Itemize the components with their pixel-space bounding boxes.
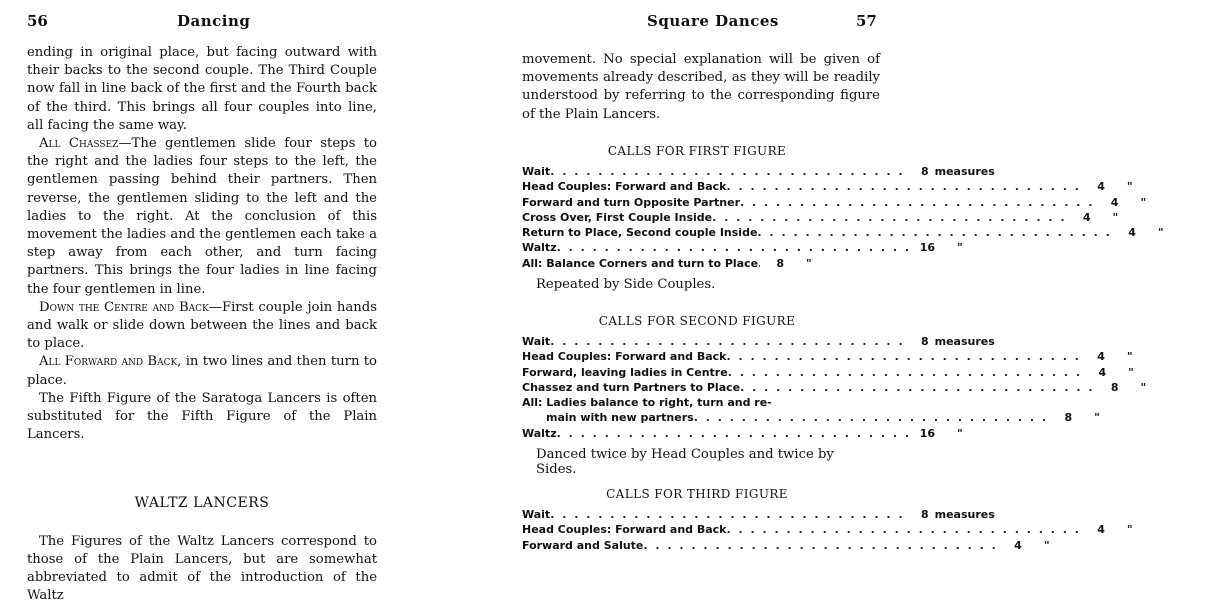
call-label: Return to Place, Second couple Inside — [522, 226, 758, 240]
call-row — [522, 240, 963, 255]
dot-leader: . . . . . . . . . . . . . . . . . . . . . . . . . . . . . . — [693, 411, 1049, 425]
paragraph-text: —The gentlemen slide four steps to the right and the ladies four steps to the left, the gentlemen passing behind their partners. Then reverse, the gentlemen sliding to the left and the ladies to the right. At the conclusion of this movement the ladies and the gentlemen each take a step away from each other, and turn facing partners. This brings the four ladies in line facing the four gentlemen in line. — [27, 136, 377, 297]
dot-leader: . . . . . . . . . . . . . . . . . . . . . . . . . . . . . . — [726, 350, 1081, 364]
call-label: Cross Over, First Couple Inside — [522, 210, 713, 224]
call-count: 4 — [1110, 195, 1119, 209]
dot-leader: . . . . . . . . . . . . . . . . . . . . . . . . . . . . . . — [550, 165, 905, 178]
call-count: 8 — [1110, 380, 1119, 394]
dot-leader: . . . . . . . . . . . . . . . . . . . . . . . . . . . . . . — [726, 523, 1081, 537]
call-unit: measures — [934, 165, 995, 178]
call-count: 8 — [920, 165, 929, 178]
call-row — [522, 195, 1147, 210]
running-head: Dancing — [177, 12, 251, 30]
call-count: 16 — [919, 241, 936, 255]
call-row — [522, 179, 1133, 194]
running-head: Square Dances — [647, 12, 779, 30]
call-label: Chassez and turn Partners to Place — [522, 380, 741, 394]
call-label: Forward and Salute — [522, 538, 644, 552]
call-unit: measures — [934, 508, 995, 521]
call-label: All: Balance Corners and turn to Place — [522, 256, 759, 270]
call-row — [522, 225, 1164, 240]
call-unit: " — [806, 256, 812, 270]
call-label: Head Couples: Forward and Back — [522, 350, 727, 364]
call-count: 4 — [1097, 180, 1105, 194]
call-count: 4 — [1097, 523, 1105, 537]
call-row — [522, 334, 995, 349]
calls-first-figure — [522, 144, 1164, 293]
call-unit: " — [1126, 523, 1133, 537]
call-label: Head Couples: Forward and Back — [522, 523, 727, 537]
call-label: Head Couples: Forward and Back — [522, 180, 727, 194]
page-number: 56 — [27, 12, 48, 30]
call-row — [522, 522, 1133, 537]
call-count: 4 — [1128, 226, 1136, 240]
call-unit: " — [1112, 210, 1119, 224]
call-label: Wait — [522, 165, 551, 178]
calls-list — [522, 164, 1164, 271]
call-unit: " — [1140, 380, 1147, 394]
call-unit: " — [1094, 411, 1100, 425]
dot-leader: . . . . . . . . . . . . . . . . . . . . . . . . . . . . . . — [550, 508, 905, 521]
call-row — [522, 164, 995, 179]
call-unit: " — [1140, 195, 1147, 209]
call-row — [522, 507, 995, 522]
call-row — [522, 365, 1134, 380]
dot-leader: . . . . . . . . . . . . . . . . . . . . . . . . . . . . . . — [726, 180, 1081, 194]
section-heading: WALTZ LANCERS — [134, 495, 270, 512]
call-label: Wait — [522, 335, 551, 348]
call-row — [522, 426, 963, 441]
figure-step-name: All Chassez — [39, 136, 119, 152]
call-count: 4 — [1098, 365, 1107, 379]
call-row — [522, 256, 872, 271]
paragraph-all-forward — [27, 353, 377, 389]
call-count: 4 — [1082, 210, 1091, 224]
call-unit: " — [1157, 226, 1164, 240]
dot-leader: . . . . . . . . . . . . . . . . . . . . . . . . . . . . . . — [757, 226, 1112, 240]
left-body-text — [27, 44, 377, 605]
call-count: 8 — [920, 335, 929, 348]
call-row — [522, 349, 1133, 364]
left-page — [0, 0, 400, 604]
dot-leader: . . . . . . . . . . . . . . . . . . . . . . . . . . . . . . — [727, 365, 1083, 379]
call-unit: " — [957, 426, 963, 440]
figure-step-name: All Forward and Back, — [39, 354, 182, 370]
call-count: 16 — [919, 426, 936, 440]
figure-note: Repeated by Side Couples. — [536, 277, 716, 293]
figure-step-name: Down the Centre and Back — [39, 299, 209, 315]
call-label: All: Ladies balance to right, turn and re- — [522, 396, 772, 410]
dot-leader: . . . . . . . . . . . . . . . . . . . . . . . . . . . . . . — [740, 195, 1095, 209]
call-unit: measures — [934, 335, 995, 348]
call-row — [522, 380, 1147, 395]
call-count: 8 — [776, 256, 784, 270]
call-count: 8 — [1064, 411, 1073, 425]
paragraph-all-chassez — [27, 135, 377, 299]
call-label: Wait — [522, 508, 551, 521]
dot-leader: . . . . . . . . . . . . . . . . . . . . . . . . . . . . . . — [556, 426, 912, 440]
paragraph-down-centre — [27, 299, 377, 354]
call-unit: " — [1128, 365, 1134, 379]
dot-leader: . . . . . . . . . . . . . . . . . . . . . . . . . . . . . . — [556, 241, 912, 255]
call-count: 4 — [1097, 350, 1105, 364]
calls-second-figure — [522, 314, 1147, 478]
call-row — [522, 395, 872, 410]
dot-leader: . . . . . . . . . . . . . . . . . . . . . . . . . . . . . . — [550, 335, 905, 348]
paragraph: ending in original place, but facing outward with their backs to the second couple. The Third Couple now fall in line back of the first and the Fourth back of the third. This brings all four couples into line, all facing the same way. — [27, 45, 377, 133]
call-row — [522, 410, 1100, 425]
page-number: 57 — [856, 12, 877, 30]
calls-list — [522, 507, 1133, 553]
paragraph-text: in two lines and then turn to place. — [27, 354, 377, 388]
call-unit: " — [1126, 350, 1133, 364]
paragraph: The Fifth Figure of the Saratoga Lancers is often substituted for the Fifth Figure of the Plain Lancers. — [27, 390, 377, 443]
call-unit: " — [1043, 538, 1050, 552]
call-label: Waltz — [522, 426, 557, 440]
figure-note: Danced twice by Head Couples and twice by Sides. — [536, 447, 834, 478]
call-count: 4 — [1014, 538, 1022, 552]
paragraph: movement. No special explanation will be given of movements already described, as they will be readily understood by referring to the corresponding figure of the Plain Lancers. — [522, 52, 880, 122]
paragraph: The Figures of the Waltz Lancers correspond to those of the Plain Lancers, but are somewhat abbreviated to admit of the introduction of the Waltz — [27, 533, 377, 604]
call-label: Forward, leaving ladies in Centre — [522, 365, 728, 379]
dot-leader: . . . . . . . . . . . . . . . . . . . . . . . . . . . . . . — [712, 210, 1067, 224]
call-label: main with new partners — [546, 411, 694, 425]
call-label: Forward and turn Opposite Partner — [522, 195, 741, 209]
calls-list — [522, 334, 1147, 441]
call-row — [522, 210, 1119, 225]
call-unit: " — [957, 241, 963, 255]
calls-title: CALLS FOR SECOND FIGURE — [598, 314, 796, 328]
dot-leader: . . . . . . . . . . . . . . . . . . . . . . . . . . . . . . — [643, 538, 998, 552]
calls-title: CALLS FOR FIRST FIGURE — [607, 144, 787, 158]
call-count: 8 — [920, 508, 929, 521]
call-label: Waltz — [522, 241, 557, 255]
right-body-text — [522, 51, 880, 124]
dot-leader: . . . . . . . . . . . . . . . . . . . . . . . . . . . . . . — [740, 380, 1095, 394]
calls-title: CALLS FOR THIRD FIGURE — [606, 487, 788, 501]
paragraph-text: —First couple join hands and walk or slide down between the lines and back to place. — [27, 299, 377, 352]
calls-third-figure — [522, 487, 1133, 553]
right-page — [500, 0, 1164, 568]
call-unit: " — [1126, 180, 1133, 194]
call-row — [522, 538, 1050, 553]
